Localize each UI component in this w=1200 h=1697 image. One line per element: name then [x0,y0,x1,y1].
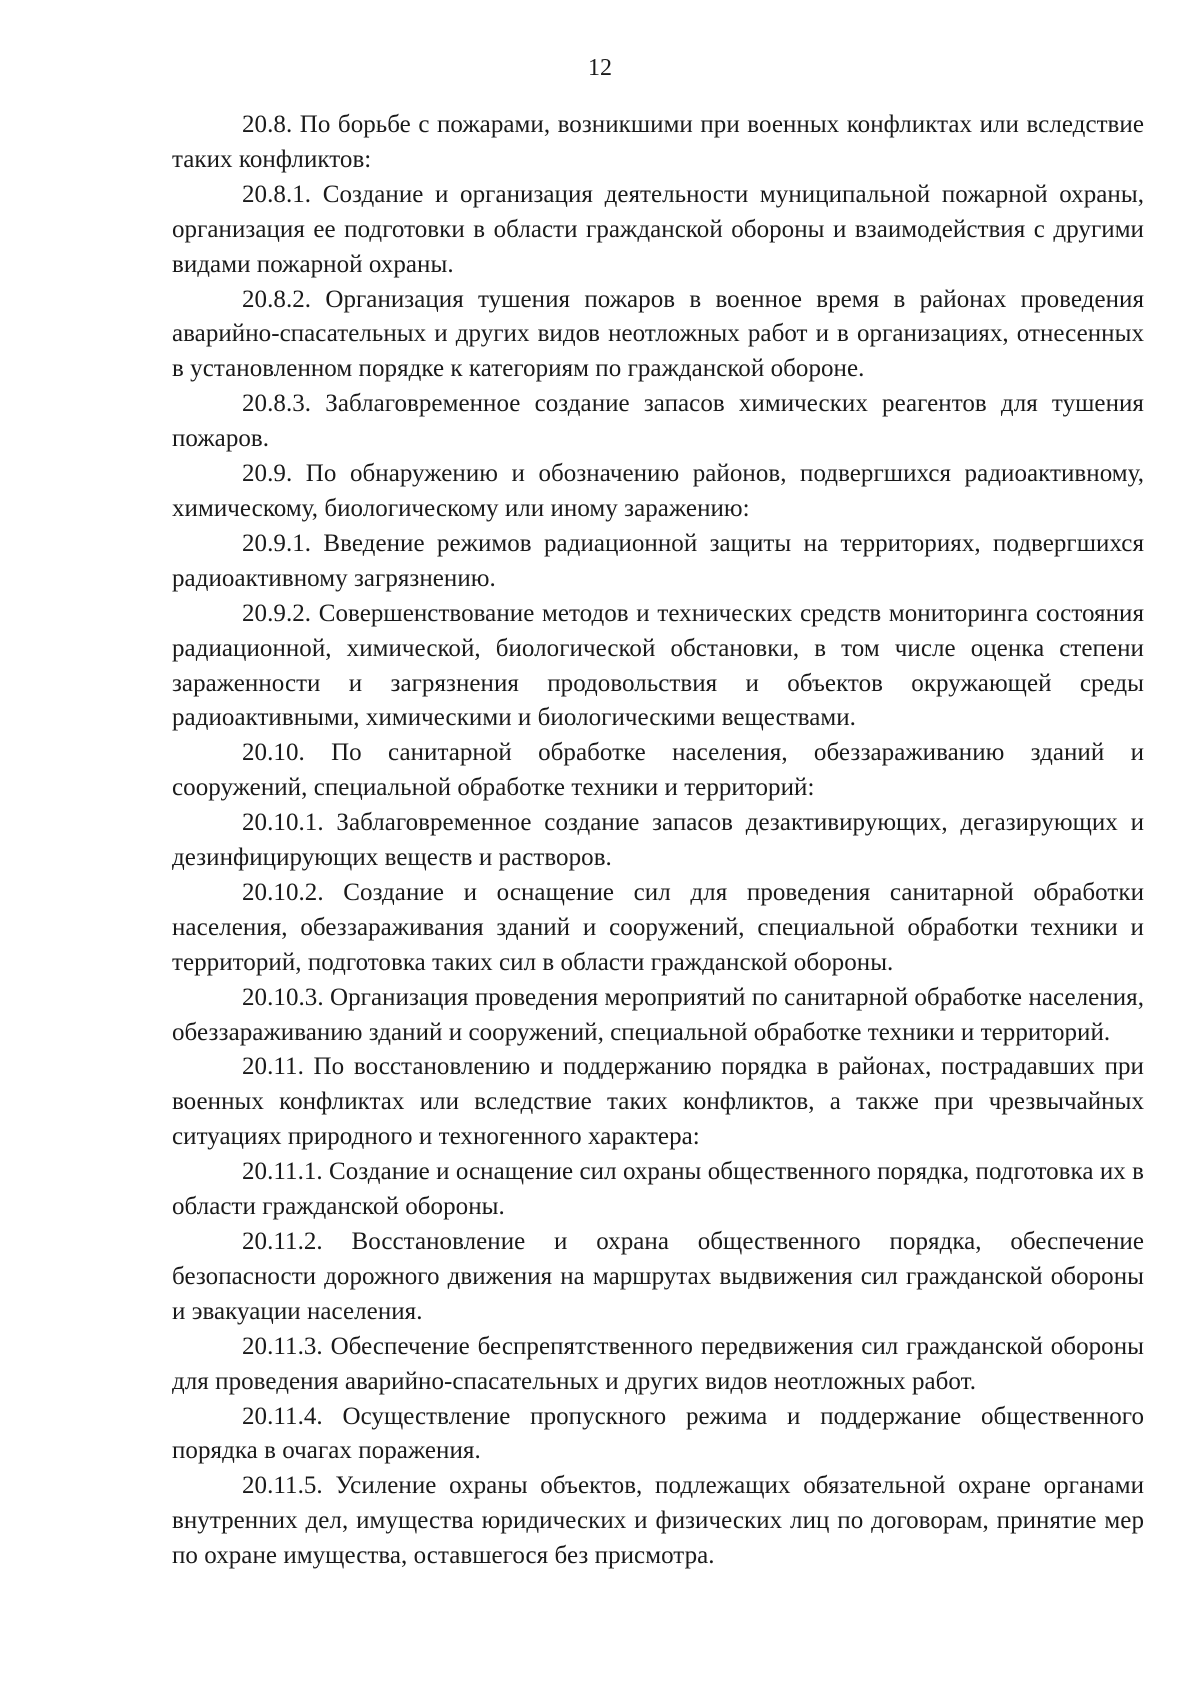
paragraph-20-11-1: 20.11.1. Создание и оснащение сил охраны общественного порядка, подготовка их в области гражданской обороны. [172,1158,1144,1221]
paragraph-20-8: 20.8. По борьбе с пожарами, возникшими при военных конфликтах или вследствие таких конфликтов: [172,111,1144,173]
paragraph-20-8-2: 20.8.2. Организация тушения пожаров в военное время в районах проведения аварийно-спасательных и других видов неотложных работ и в организациях, отнесенных в установленном порядке к категориям по гражданской обороне. [172,285,1144,383]
page-number: 12 [588,55,612,81]
paragraph-20-9-2: 20.9.2. Совершенствование методов и технических средств мониторинга состояния радиационной, химической, биологической обстановки, в том числе оценка степени зараженности и загрязнения продовольствия и объектов окружающей среды радиоактивными, химическими и биологическими веществами. [172,599,1144,732]
paragraph-20-8-1: 20.8.1. Создание и организация деятельности муниципальной пожарной охраны, организация ее подготовки в области гражданской обороны и взаимодействия с другими видами пожарной охраны. [172,180,1144,278]
paragraph-20-11-5: 20.11.5. Усиление охраны объектов, подлежащих обязательной охране органами внутренних дел, имущества юридических и физических лиц по договорам, принятие мер по охране имущества, оставшегося без присмотра. [172,1472,1144,1570]
paragraph-20-10: 20.10. По санитарной обработке населения, обеззараживанию зданий и сооружений, специальной обработке техники и территорий: [172,739,1144,802]
paragraph-20-11-3: 20.11.3. Обеспечение беспрепятственного передвижения сил гражданской обороны для проведения аварийно-спасательных и других видов неотложных работ. [172,1332,1144,1395]
paragraph-20-11-2: 20.11.2. Восстановление и охрана общественного порядка, обеспечение безопасности дорожного движения на маршрутах выдвижения сил гражданской обороны и эвакуации населения. [172,1228,1144,1325]
paragraph-20-10-3: 20.10.3. Организация проведения мероприятий по санитарной обработке населения, обеззараживанию зданий и сооружений, специальной обработке техники и территорий. [172,983,1144,1046]
paragraph-20-9: 20.9. По обнаружению и обозначению районов, подвергшихся радиоактивному, химическому, биологическому или иному заражению: [172,460,1144,522]
paragraph-20-11-4: 20.11.4. Осуществление пропускного режима и поддержание общественного порядка в очагах поражения. [172,1402,1144,1465]
paragraph-20-9-1: 20.9.1. Введение режимов радиационной защиты на территориях, подвергшихся радиоактивному загрязнению. [172,529,1144,592]
paragraph-20-10-1: 20.10.1. Заблаговременное создание запасов дезактивирующих, дегазирующих и дезинфицирующих веществ и растворов. [172,809,1144,872]
document-body [172,108,1144,1574]
paragraph-20-11: 20.11. По восстановлению и поддержанию порядка в районах, пострадавших при военных конфликтах или вследствие таких конфликтов, а также при чрезвычайных ситуациях природного и техногенного характера: [172,1053,1144,1151]
paragraph-20-8-3: 20.8.3. Заблаговременное создание запасов химических реагентов для тушения пожаров. [172,390,1144,453]
paragraph-20-10-2: 20.10.2. Создание и оснащение сил для проведения санитарной обработки населения, обеззараживания зданий и сооружений, специальной обработки техники и территорий, подготовка таких сил в области гражданской обороны. [172,878,1144,976]
